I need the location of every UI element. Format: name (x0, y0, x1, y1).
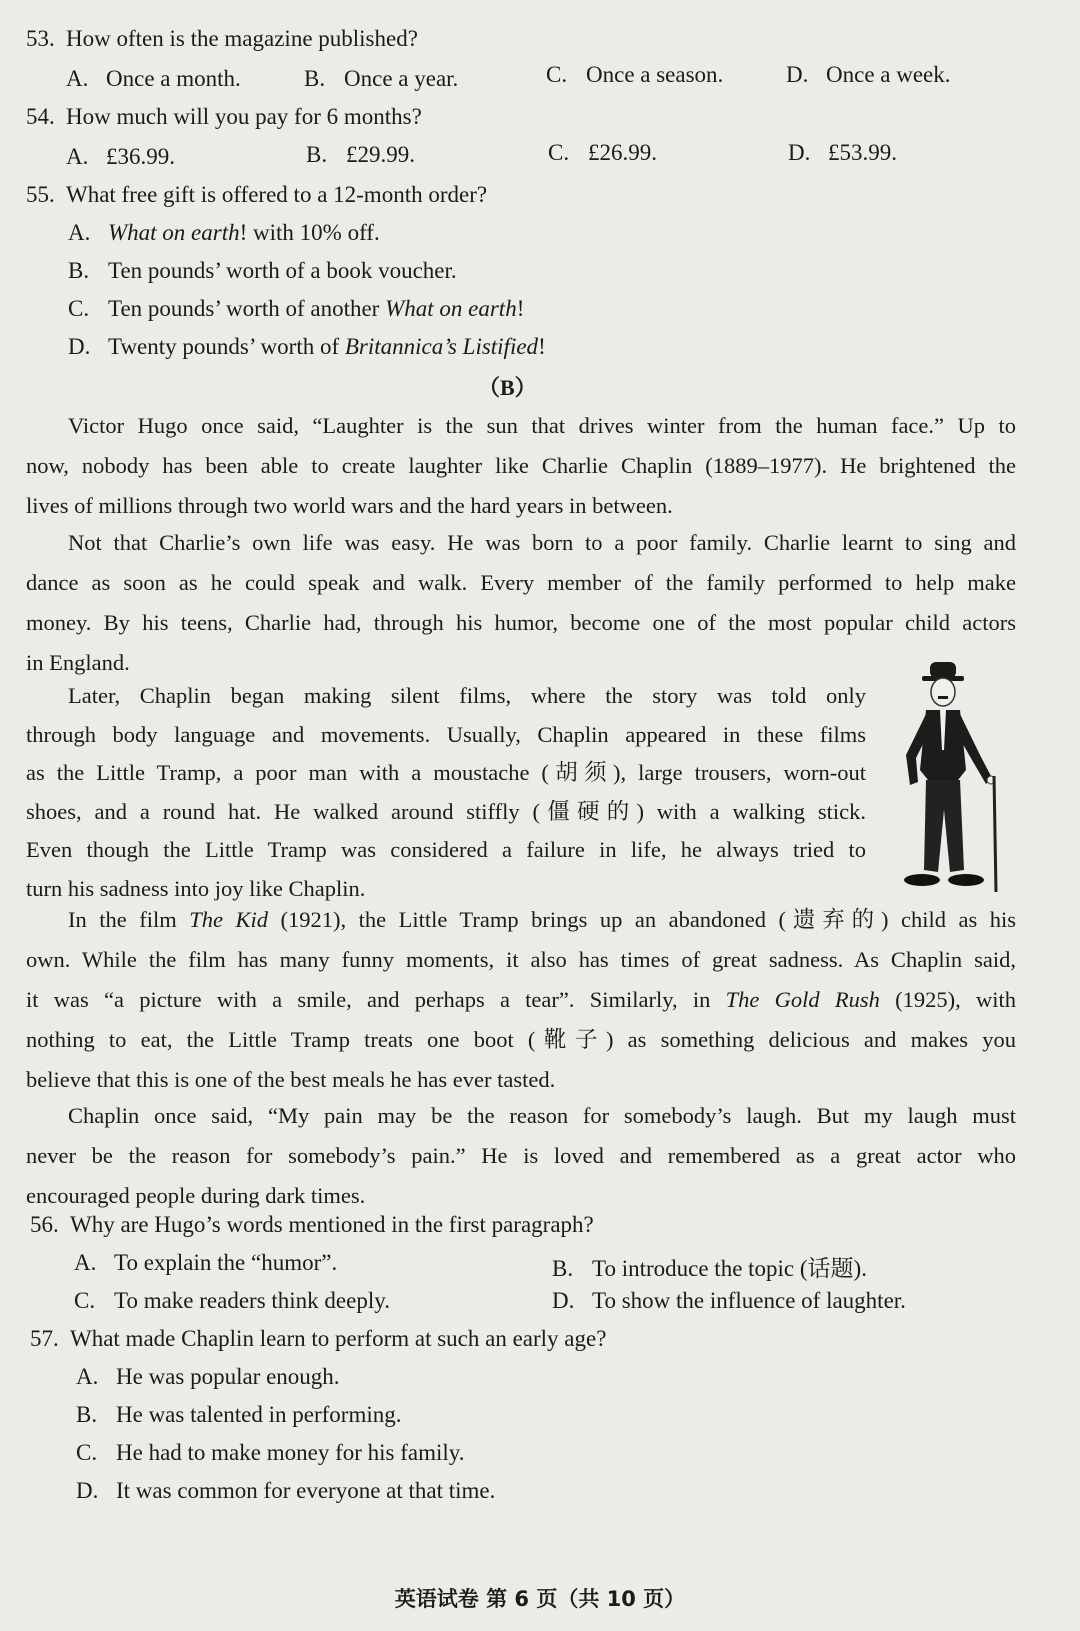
question-number: 57. (30, 1326, 59, 1351)
option-54-b: B. £29.99. (306, 142, 415, 167)
option-55-b: B. Ten pounds’ worth of a book voucher. (68, 258, 457, 283)
section-heading: （B） (478, 375, 537, 400)
paragraph-4: In the film The Kid (1921), the Little Tramp brings up an abandoned (遗弃的) child as his own. While the film has many funny moments, it also has times of great sadness. As Chaplin said, it was “a picture with a smile, and perhaps a tear”. Similarly, in The Gold Rush (1925), with nothing to eat, the Little Tramp treats one boot (靴子) as something delicious and makes you believe that this is one of the best meals he has ever tasted. (26, 907, 1017, 1092)
question-text: How much will you pay for 6 months? (66, 104, 422, 129)
option-57-d: D. It was common for everyone at that time. (76, 1478, 496, 1503)
question-number: 56. (30, 1212, 59, 1237)
option-55-a: A. What on earth! with 10% off. (68, 220, 380, 245)
option-53-b: B. Once a year. (304, 66, 459, 91)
page-footer: 英语试卷 第 6 页（共 10 页） (394, 1587, 686, 1611)
question-number: 55. (26, 182, 55, 207)
question-text: What made Chaplin learn to perform at such an early age? (70, 1326, 607, 1351)
option-57-a: A. He was popular enough. (76, 1364, 340, 1389)
option-54-d: D. £53.99. (788, 140, 897, 165)
question-55 (26, 182, 487, 208)
option-54-c: C. £26.99. (548, 140, 657, 165)
option-57-b: B. He was talented in performing. (76, 1402, 402, 1427)
option-57-c: C. He had to make money for his family. (76, 1440, 465, 1465)
question-57 (30, 1326, 606, 1352)
paragraph-1: Victor Hugo once said, “Laughter is the sun that drives winter from the human face.” Up to now, nobody has been able to create laughter like Charlie Chaplin (1889–1977). He brightened the lives of millions through two world wars and the hard years in between. (26, 413, 1016, 518)
question-53 (26, 26, 418, 52)
paragraph-3: Later, Chaplin began making silent films, where the story was told only through body language and movements. Usually, Chaplin appeared in these films as the Little Tramp, a poor man with a moustache (胡须), large trousers, worn-out shoes, and a round hat. He walked around stiffly (僵硬的) with a walking stick. Even though the Little Tramp was considered a failure in life, he always tried to turn his sadness into joy like Chaplin. (26, 683, 866, 901)
option-55-c: C. Ten pounds’ worth of another What on earth! (68, 296, 525, 321)
question-text: What free gift is offered to a 12-month order? (66, 182, 488, 207)
option-54-a: A. £36.99. (66, 144, 175, 169)
question-text: How often is the magazine published? (66, 26, 418, 51)
option-53-a: A. Once a month. (66, 66, 241, 91)
question-number: 53. (26, 26, 55, 51)
option-56-b: B. To introduce the topic (话题). (552, 1256, 867, 1281)
question-56 (30, 1212, 594, 1238)
option-56-d: D. To show the influence of laughter. (552, 1288, 906, 1313)
option-55-d: D. Twenty pounds’ worth of Britannica’s Listified! (68, 334, 546, 359)
option-53-c: C. Once a season. (546, 62, 724, 87)
paragraph-2: Not that Charlie’s own life was easy. He was born to a poor family. Charlie learnt to sing and dance as soon as he could speak and walk. Every member of the family performed to help make money. By his teens, Charlie had, through his humor, become one of the most popular child actors in England. (26, 530, 1016, 675)
option-56-a: A. To explain the “humor”. (74, 1250, 338, 1275)
option-56-c: C. To make readers think deeply. (74, 1288, 390, 1313)
question-54 (26, 104, 422, 130)
paragraph-5: Chaplin once said, “My pain may be the reason for somebody’s laugh. But my laugh must never be the reason for somebody’s pain.” He is loved and remembered as a great actor who encouraged people during dark times. (26, 1103, 1016, 1208)
question-text: Why are Hugo’s words mentioned in the first paragraph? (70, 1212, 594, 1237)
question-number: 54. (26, 104, 55, 129)
option-53-d: D. Once a week. (786, 62, 951, 87)
chaplin-figure-image (896, 660, 1016, 925)
